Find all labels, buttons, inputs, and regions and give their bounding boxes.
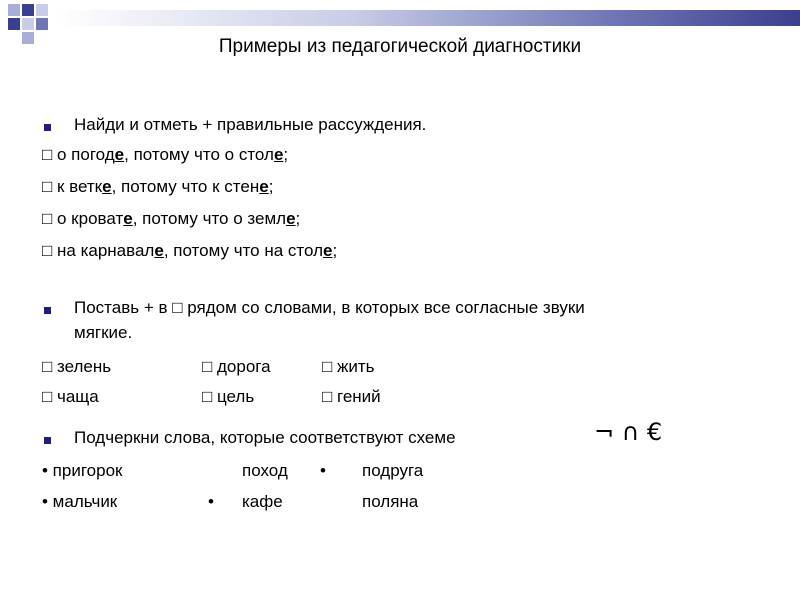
decor-square [22,4,34,16]
task3-word: кафе [242,492,283,511]
checkbox-icon[interactable]: □ [42,241,53,260]
decor-square [36,4,48,16]
task3-word: • мальчик [42,492,118,511]
decor-square [8,4,20,16]
task2-word[interactable]: □ чаща [42,387,99,406]
task2-heading-line1: Поставь + в □ рядом со словами, в которых все согласные звуки [74,298,585,317]
task1-option: □ о кровате, потому что о земле; [42,209,301,228]
task3-word: подруга [362,461,424,480]
page-title: Примеры из педагогической диагностики [218,36,582,57]
bullet-square-icon [44,437,51,444]
bullet-square-icon [44,307,51,314]
word-scheme: ¬ ∩ € [594,418,663,446]
task3-bullet: • [208,492,214,511]
task2-word[interactable]: □ зелень [42,357,112,376]
gradient-bar [56,10,800,26]
task3-word: поход [242,461,288,480]
bullet-square-icon [44,124,51,131]
decor-square [36,18,48,30]
task3-bullet: • [320,461,326,480]
decor-square [8,18,20,30]
task2-word[interactable]: □ гений [322,387,381,406]
task1-option: □ к ветке, потому что к стене; [42,177,274,196]
task3-word: • пригорок [42,461,123,480]
task1-option: □ о погоде, потому что о столе; [42,145,289,164]
task2-heading-line2: мягкие. [74,323,133,342]
task1-heading: Найди и отметь + правильные рассуждения. [74,115,427,134]
checkbox-icon[interactable]: □ [42,177,53,196]
task3-heading: Подчеркни слова, которые соответствуют схеме [74,428,456,447]
decor-square [22,18,34,30]
task2-word[interactable]: □ цель [202,387,255,406]
task1-option: □ на карнавале, потому что на столе; [42,241,338,260]
task3-word: поляна [362,492,419,511]
task2-word[interactable]: □ дорога [202,357,271,376]
checkbox-icon[interactable]: □ [42,145,53,164]
checkbox-icon[interactable]: □ [42,209,53,228]
task2-word[interactable]: □ жить [322,357,375,376]
